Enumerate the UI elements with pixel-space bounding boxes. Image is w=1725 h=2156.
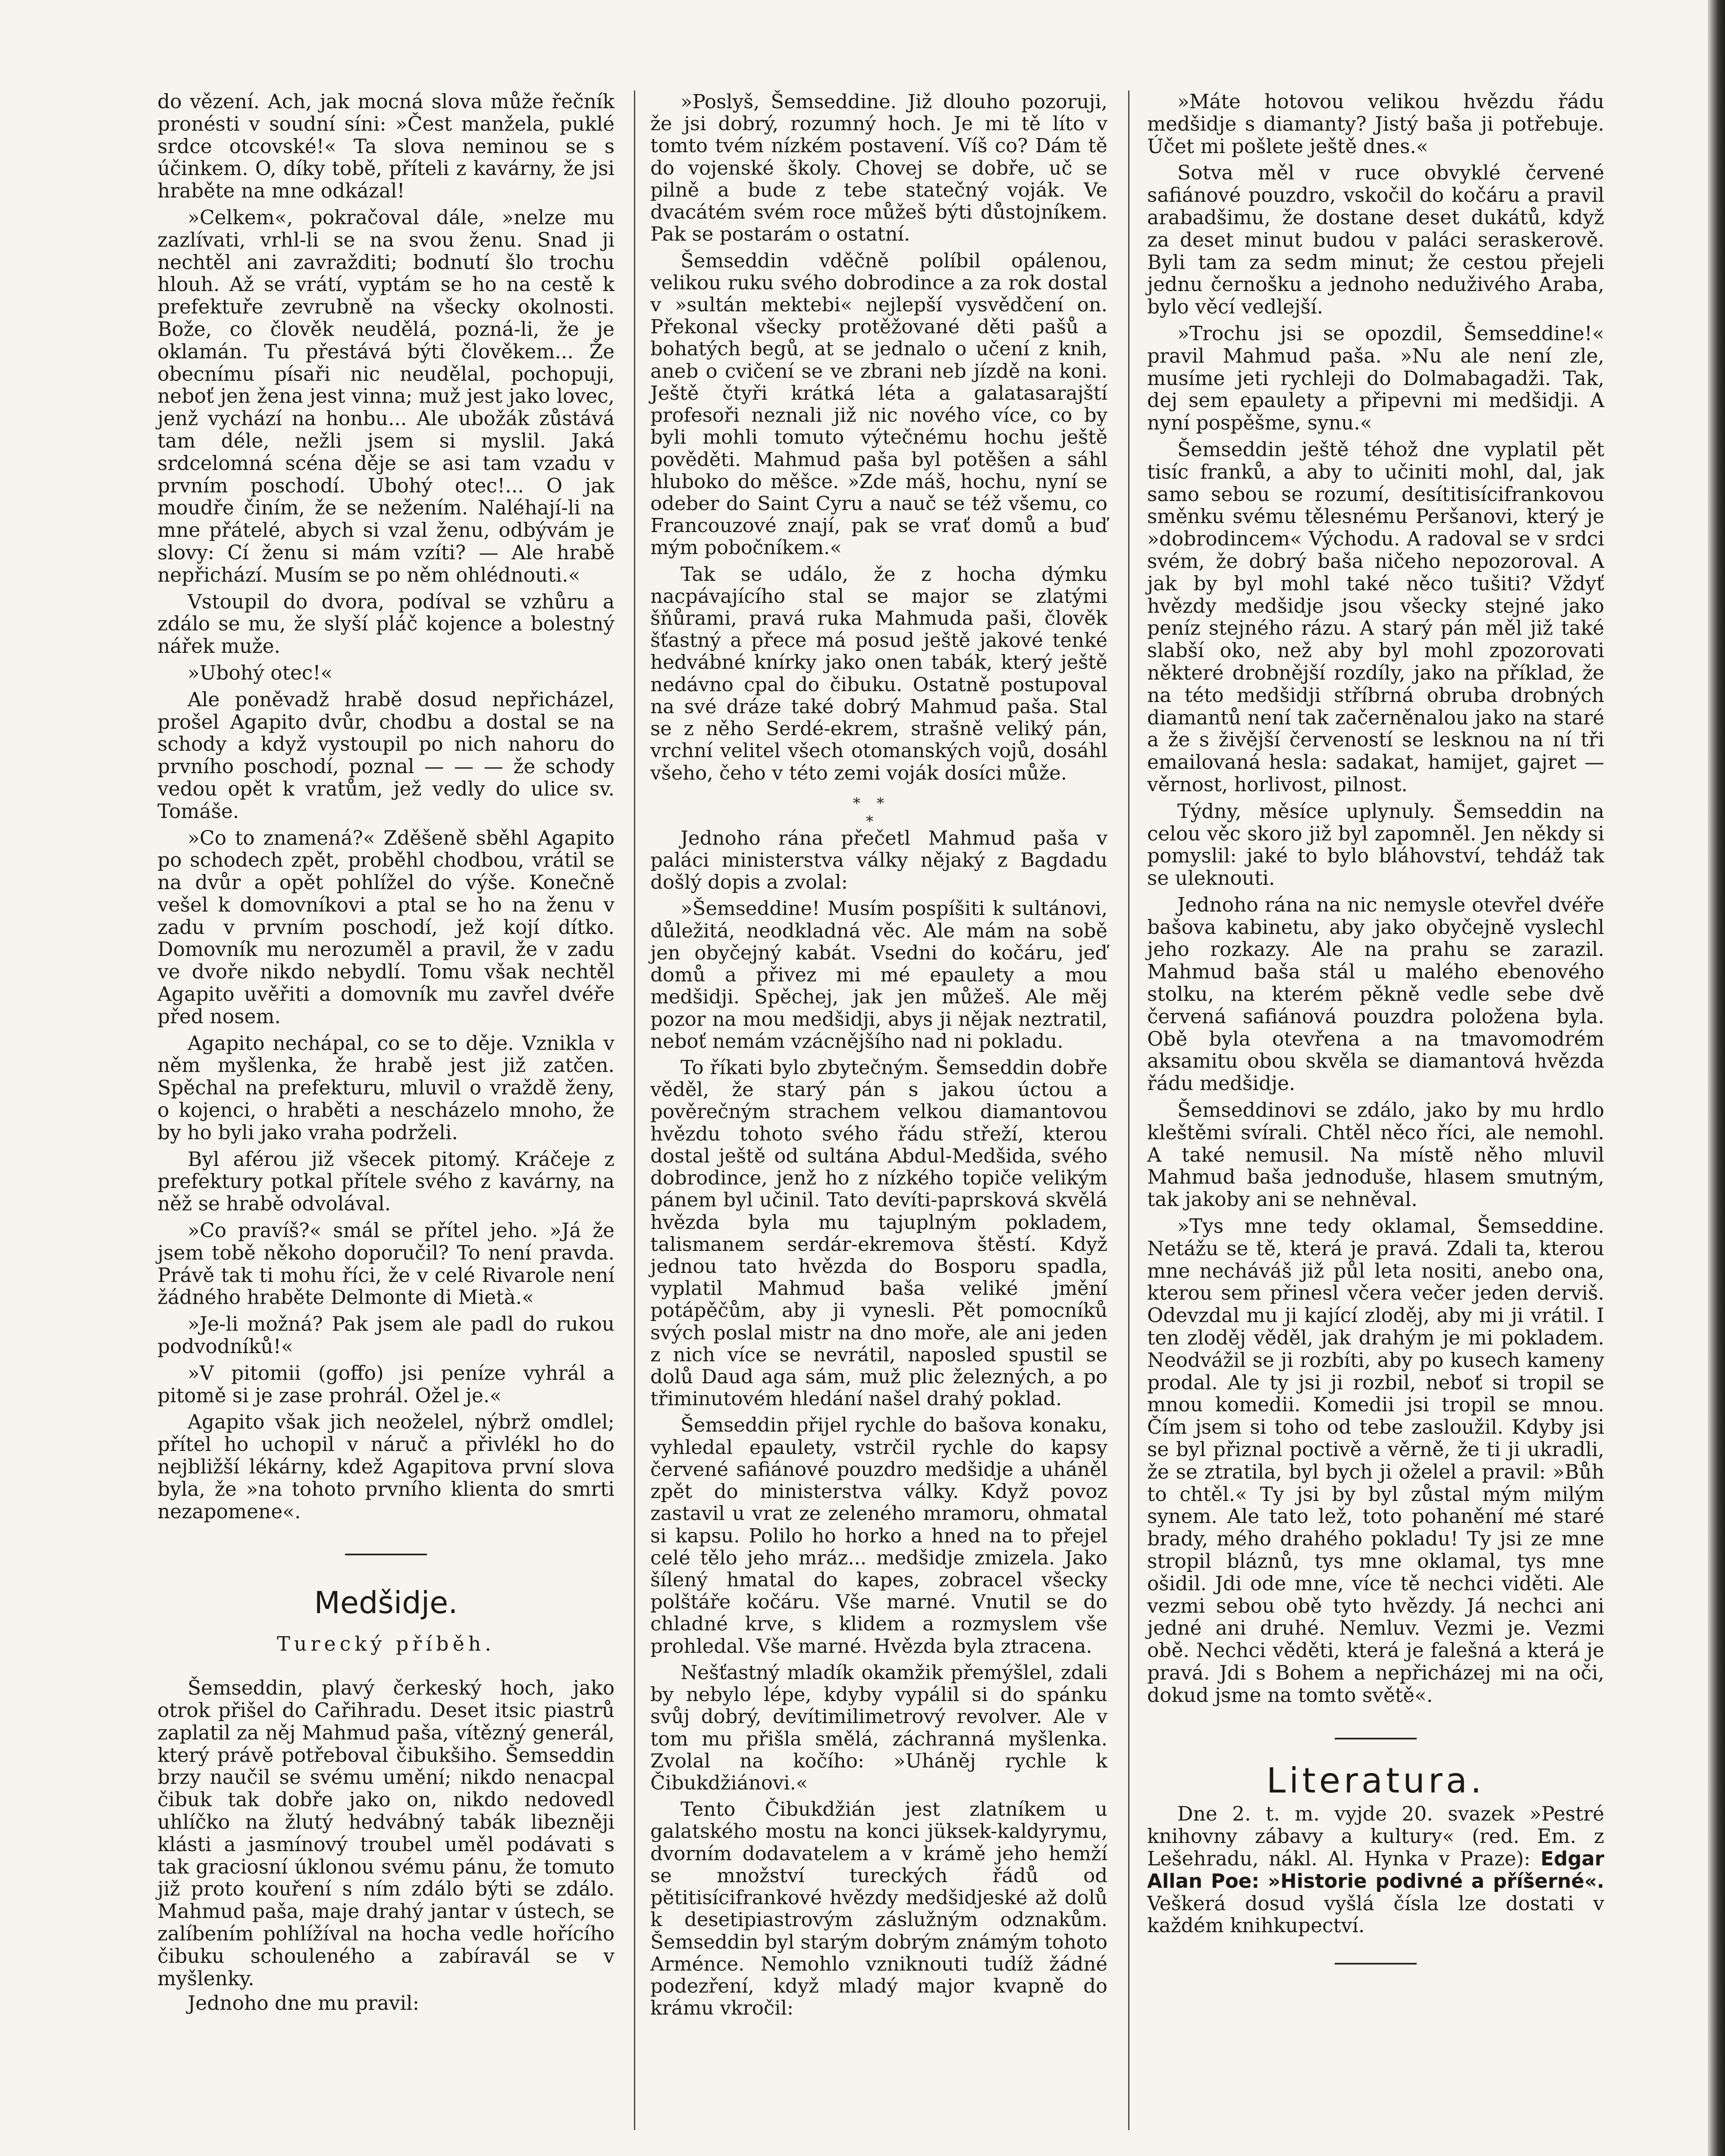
paragraph: Šemseddinovi se zdálo, jako by mu hrdlo kleštěmi svírali. Chtěl něco říci, ale nemohl. A také nemusil. Na místě něho mluvil Mahmud baša jednoduše, hlasem smutným, tak jakoby ani se nehněval. (1147, 1099, 1604, 1211)
column-rule-left (634, 91, 635, 2130)
paragraph: »Tys mne tedy oklamal, Šemseddine. Netážu se tě, která je pravá. Zdali ta, kterou mne necháváš již půl leta nositi, anebo ona, kterou sem přinesl včera večer jeden derviš. Odevzdal mu ji kající zloděj, aby mi ji vrátil. I ten zloděj věděl, jak drahým je mi pokladem. Neodvážil se ji rozbíti, aby po kusech kameny prodal. Ale ty jsi ji rozbil, neboť si tropil se mnou komedii. Komedii jsi tropil se mnou. Čím jsem si toho od tebe zasloužil. Kdyby jsi se byl přiznal poctivě a věrně, že ti ji ukradli, že se ztratila, byl bych ji oželel a pravil: »Bůh to chtěl.« Ty jsi by byl zůstal mým milým synem. Ale tato lež, toto pohanění mé staré brady, mého drahého pokladu! Ty jsi ze mne stropil bláznů, tys mne oklamal, tys mne ošidil. Jdi ode mne, více tě nechci viděti. Ale vezmi sebou obě tyto hvězdy. Já nechci ani jedné ani druhé. Nemluv. Vezmi je. Vezmi obě. Nechci věděti, která je falešná a která je pravá. Jdi s Bohem a nepřicházej mi na oči, dokud jsme na tomto světě«. (1147, 1215, 1604, 1707)
paragraph: Jednoho dne mu pravil: (188, 1992, 420, 2015)
paragraph: Týdny, měsíce uplynuly. Šemseddin na celou věc skoro již byl zapomněl. Jen někdy si pomyslil: jaké to bylo bláhovství, tehdáž tak se uleknouti. (1147, 799, 1604, 890)
paragraph: Tento Čibukdžián jest zlatníkem u galatského mostu na konci jüksek-kaldyrymu, dvorním dodavatelem a v krámě jeho hemží se množství tureckých řádů od pětitisícifrankové hvězdy medšidjeské až dolů k desetipiastrovým záslužným odznakům. Šemseddin byl starým dobrým známým tohoto Arménce. Nemohlo vzniknouti tudíž žádné podezření, když mladý major kvapně do krámu vkročil: (650, 1798, 1107, 2020)
paragraph: Vstoupil do dvora, podíval se vzhůru a zdálo se mu, že slyší pláč kojence a bolestný nářek muže. (157, 590, 615, 658)
literature-heading: Literatura. (1266, 1760, 1485, 1801)
section-separator (345, 1554, 427, 1555)
asterisk: * (853, 794, 860, 812)
literature-text: Veškerá dosud vyšlá čísla lze dostati v každém knihkupectví. (1147, 1892, 1604, 1937)
paragraph: To říkati bylo zbytečným. Šemseddin dobře věděl, že starý pán s jakou úctou a pověrečným strachem velkou diamantovou hvězdu tohoto svého řádu střeží, kterou dostal ještě od sultána Abdul-Medšida, svého dobrodince, jenž ho z nízkého topiče velikým pánem byl učinil. Tato devíti-paprsková skvělá hvězda byla mu tajuplným pokladem, talismanem serdár-ekremova štěstí. Když jednou tato hvězda do Bosporu spadla, vyplatil Mahmud baša veliké jmění potápěčům, aby ji vynesli. Pět pomocníků svých poslal mistr na dno moře, ale ani jeden z nich více se nevrátil, naposled spustil se dolů Daud aga sám, muž plic železných, a po třiminutovém hledání našel drahý poklad. (650, 1056, 1107, 1410)
asterisk-divider (650, 784, 1107, 830)
paragraph: Byl aférou již všecek pitomý. Kráčeje z prefektury potkal přítele svého z kavárny, na něž se hrabě odvolával. (157, 1147, 615, 1216)
column-2 (650, 91, 1107, 2061)
paragraph: Agapito nechápal, co se to děje. Vznikla v něm myšlenka, že hrabě jest již zatčen. Spěchal na prefekturu, mluvil o vraždě ženy, o kojenci, o hraběti a nescházelo mnoho, že by ho byli jako vraha podrželi. (157, 1031, 615, 1144)
asterisk: * (866, 812, 873, 830)
paragraph: »V pitomii (goffo) jsi peníze vyhrál a pitomě si je zase prohrál. Ožel je.« (157, 1361, 615, 1407)
paragraph: »Máte hotovou velikou hvězdu řádu medšidje s diamanty? Jistý baša ji potřebuje. Účet mi pošlete ještě dnes.« (1147, 90, 1604, 158)
column-rule-right (1128, 91, 1129, 2130)
paragraph: Šemseddin vděčně políbil opálenou, velikou ruku svého dobrodince a za rok dostal v »sultán mektebi« nejlepší vysvědčení on. Překonal všecky protěžované děti pašů a bohatých begů, at se jednalo o učení z knih, aneb o cvičení se ve zbrani neb jízdě na koni. Ještě čtyři krátká léta a galatasarajští profesoři neznali již nic nového více, co by byli mohli tomuto výtečnému hochu ještě pověděti. Mahmud paša byl potěšen a sáhl hluboko do měšce. »Zde máš, hochu, nyní se odeber do Saint Cyru a nauč se též všemu, co Francouzové znají, pak se vrať domů a buď mým pobočníkem.« (650, 249, 1107, 559)
paragraph: do vězení. Ach, jak mocná slova může řečník pronésti v soudní síni: »Čest manžela, puklé srdce otcovské!« Ta slova neminou se s účinkem. O, díky tobě, příteli z kavárny, že jsi hraběte na mne odkázal! (157, 90, 615, 203)
section-separator (1335, 1963, 1417, 1965)
column-3 (1147, 91, 1604, 2018)
literature-notice (1147, 1803, 1604, 1937)
paragraph: Tak se událo, že z hocha dýmku nacpávajícího stal se major se zlatými šňůrami, pravá ruka Mahmuda paši, člověk šťastný a přece má posud ještě jakové tenké hedvábné knírky jako onen tabák, který ještě nedávno cpal do čibuku. Ostatně postupoval na své dráze také dobrý Mahmud paša. Stal se z něho Serdé-ekrem, strašně veliký pán, vrchní velitel všech otomanských vojů, dosáhl všeho, čeho v této zemi voják dosíci může. (650, 562, 1107, 784)
paragraph: Šemseddin ještě téhož dne vyplatil pět tisíc franků, a aby to učiniti mohl, dal, jak samo sebou se rozumí, desítitisícifrankovou směnku svému tělesnému Peršanovi, který je »dobrodincem« Východu. A radoval se v srdci svém, že dobrý baša ničeho nepozoroval. A jak by byl mohl také něco tušiti? Vždyť hvězdy medšidje jsou všecky stejné jako peníz stejného rázu. A starý pán měl již také slabší oko, než aby byl mohl zpozorovati některé drobnější rozdíly, jako na příklad, že na této medšidji stříbrná obruba drobných diamantů není tak začerněnalou jako na staré a že s živější červeností se lesknou na ní tři emailovaná hesla: sadakat, hamijet, gajret — věrnost, horlivost, pilnost. (1147, 438, 1604, 796)
paragraph: »Celkem«, pokračoval dále, »nelze mu zazlívati, vrhl-li se na svou ženu. Snad ji nechtěl ani zavražditi; bodnutí šlo trochu hlouh. Až se vrátí, vyptám se ho na cestě k prefektuře zevrubně na všecky okolnosti. Bože, co člověk neudělá, pozná-li, že je oklamán. Tu přestává býti člověkem... Že obecnímu písaři nic neudělal, pochopuji, neboť jen žena jest vinna; muž jest jako lovec, jenž vychází na honbu... Ale ubožák zůstává tam déle, nežli jsem si myslil. Jaká srdcelomná scéna děje se asi tam vzadu v prvním poschodí. Ubohý otec!... O jak moudře činím, že se nežením. Naléhají-li na mne přátelé, abych si vzal ženu, odbývám je slovy: Cí ženu si mám vzíti? — Ale hrabě nepřichází. Musím se po něm ohlédnouti.« (157, 206, 615, 586)
paragraph: Šemseddin přijel rychle do bašova konaku, vyhledal epaulety, vstrčil rychle do kapsy červené safiánové pouzdro medšidje a uháněl zpět do ministerstva války. Když povoz zastavil u vrat ze zeleného mramoru, ohmatal si kapsu. Polilo ho horko a hned na to přejel celé tělo jeho mráz... medšidje zmizela. Jako šílený hmatal do kapes, zobracel všecky polštáře kočáru. Vše marné. Vnutil se do chladné krve, s klidem a rozmyslem vše prohledal. Vše marné. Hvězda byla ztracena. (650, 1413, 1107, 1658)
section-separator (1335, 1738, 1417, 1739)
page-edge-shadow (1708, 0, 1725, 2156)
paragraph: »Co to znamená?« Zděšeně sběhl Agapito po schodech zpět, proběhl chodbou, vrátil se na dvůr a opět pohlížel do výše. Konečně vešel k domovníkovi a ptal se ho na ženu v zadu v prvním poschodí, jež kojí dítko. Domovník mu nerozuměl a pravil, že v zadu ve dvoře nikdo nebydlí. Tomu však nechtěl Agapito uvěřiti a domovník mu zavřel dvéře před nosem. (157, 826, 615, 1028)
paragraph: Sotva měl v ruce obvyklé červené safiánové pouzdro, vskočil do kočáru a pravil arabadšimu, že dostane deset dukátů, když za deset minut budou v paláci seraskerově. Byli tam za sedm minut; že cestou přejeli jednu černošku a jednoho neduživého Araba, bylo věcí vedlejší. (1147, 161, 1604, 319)
story-subtitle: Turecký příběh. (277, 1632, 495, 1656)
literature-book-title: Edgar Allan Poe: »Historie podivné a příšerné«. (1147, 1847, 1604, 1893)
paragraph: »Co pravíš?« smál se přítel jeho. »Já že jsem tobě někoho doporučil? To není pravda. Právě tak ti mohu říci, že v celé Rivarole není žádného hraběte Delmonte di Mietà.« (157, 1219, 615, 1309)
paragraph: »Trochu jsi se opozdil, Šemseddine!« pravil Mahmud paša. »Nu ale není zle, musíme jeti rychleji do Dolmabagadži. Tak, dej sem epaulety a připevni mi medšidji. A nyní pospěšme, synu.« (1147, 322, 1604, 435)
paragraph: Šemseddin, plavý čerkeský hoch, jako otrok přišel do Cařihradu. Deset itsic piastrů zaplatil za něj Mahmud paša, vítězný generál, který právě potřeboval čibukšiho. Šemseddin brzy naučil se svému umění; nikdo nenacpal čibuk tak dobře jako on, nikdo nedovedl uhlíčko na žlutý hedvábný tabák libezněji klásti a jasmínový troubel uměl podávati s tak graciosní úklonou svému pánu, že tomuto již proto kouření s ním zdálo býti se zdálo. Mahmud paša, maje drahý jantar v ústech, se zalíbením pohlížíval na hocha vedle hořícího čibuku schouleného a zabíravál se v myšlenky. (157, 1677, 615, 1990)
literature-text: Dne 2. t. m. vyjde 20. svazek »Pestré knihovny zábavy a kultury« (red. Em. z Lešehradu, nákl. Al. Hynka v Praze): (1147, 1802, 1604, 1870)
paragraph: Agapito však jich neoželel, nýbrž omdlel; přítel ho uchopil v náruč a přivlékl ho do nejbližší lékárny, kdež Agapitova první slova byla, že »na tohoto prvního klienta do smrti nezapomene«. (157, 1410, 615, 1523)
paragraph: Ale poněvadž hrabě dosud nepřicházel, prošel Agapito dvůr, chodbu a dostal se na schody a když vystoupil po nich nahoru do prvního poschodí, poznal — — — že schody vedou opět k vratům, jež vedly do ulice sv. Tomáše. (157, 688, 615, 823)
paragraph: Jednoho rána přečetl Mahmud paša v paláci ministerstva války nějaký z Bagdadu došlý dopis a zvolal: (650, 826, 1107, 894)
story-title: Medšidje. (314, 1585, 458, 1621)
paragraph: Jednoho rána na nic nemysle otevřel dvéře bašova kabinetu, aby jako obyčejně vyslechl jeho rozkazy. Ale na prahu se zarazil. Mahmud baša stál u malého ebenového stolku, na kterém pěkně vedle sebe dvě červená safiánová pouzdra položena byla. Obě byla otevřena a na tmavomodrém aksamitu obou skvěla se diamantová hvězda řádu medšidje. (1147, 893, 1604, 1095)
asterisk: * (877, 794, 884, 812)
paragraph: »Šemseddine! Musím pospíšiti k sultánovi, důležitá, neodkladná věc. Ale mám na sobě jen obyčejný kabát. Vsedni do kočáru, jeď domů a přivez mi mé epaulety a mou medšidji. Spěchej, jak jen můžeš. Ale měj pozor na mou medšidji, abys ji nějak neztratil, neboť nemám vzácnějšího nad ni pokladu. (650, 897, 1107, 1053)
column-1 (157, 91, 615, 2031)
paragraph: Nešťastný mladík okamžik přemýšlel, zdali by nebylo lépe, kdyby vypálil si do spánku svůj dobrý, devítimilimetrový revolver. Ale v tom mu přišla smělá, záchranná myšlenka. Zvolal na kočího: »Uháněj rychle k Čibukdžiánovi.« (650, 1661, 1107, 1794)
paragraph: »Poslyš, Šemseddine. Již dlouho pozoruji, že jsi dobrý, rozumný hoch. Je mi tě líto v tomto tvém nízkém postavení. Víš co? Dám tě do vojenské školy. Chovej se dobře, uč se pilně a bude z tebe statečný voják. Ve dvacátém svém roce můžeš býti důstojníkem. Pak se postarám o ostatní. (650, 90, 1107, 246)
paragraph: »Ubohý otec!« (188, 661, 333, 684)
paragraph: »Je-li možná? Pak jsem ale padl do rukou podvodníků!« (157, 1313, 615, 1358)
